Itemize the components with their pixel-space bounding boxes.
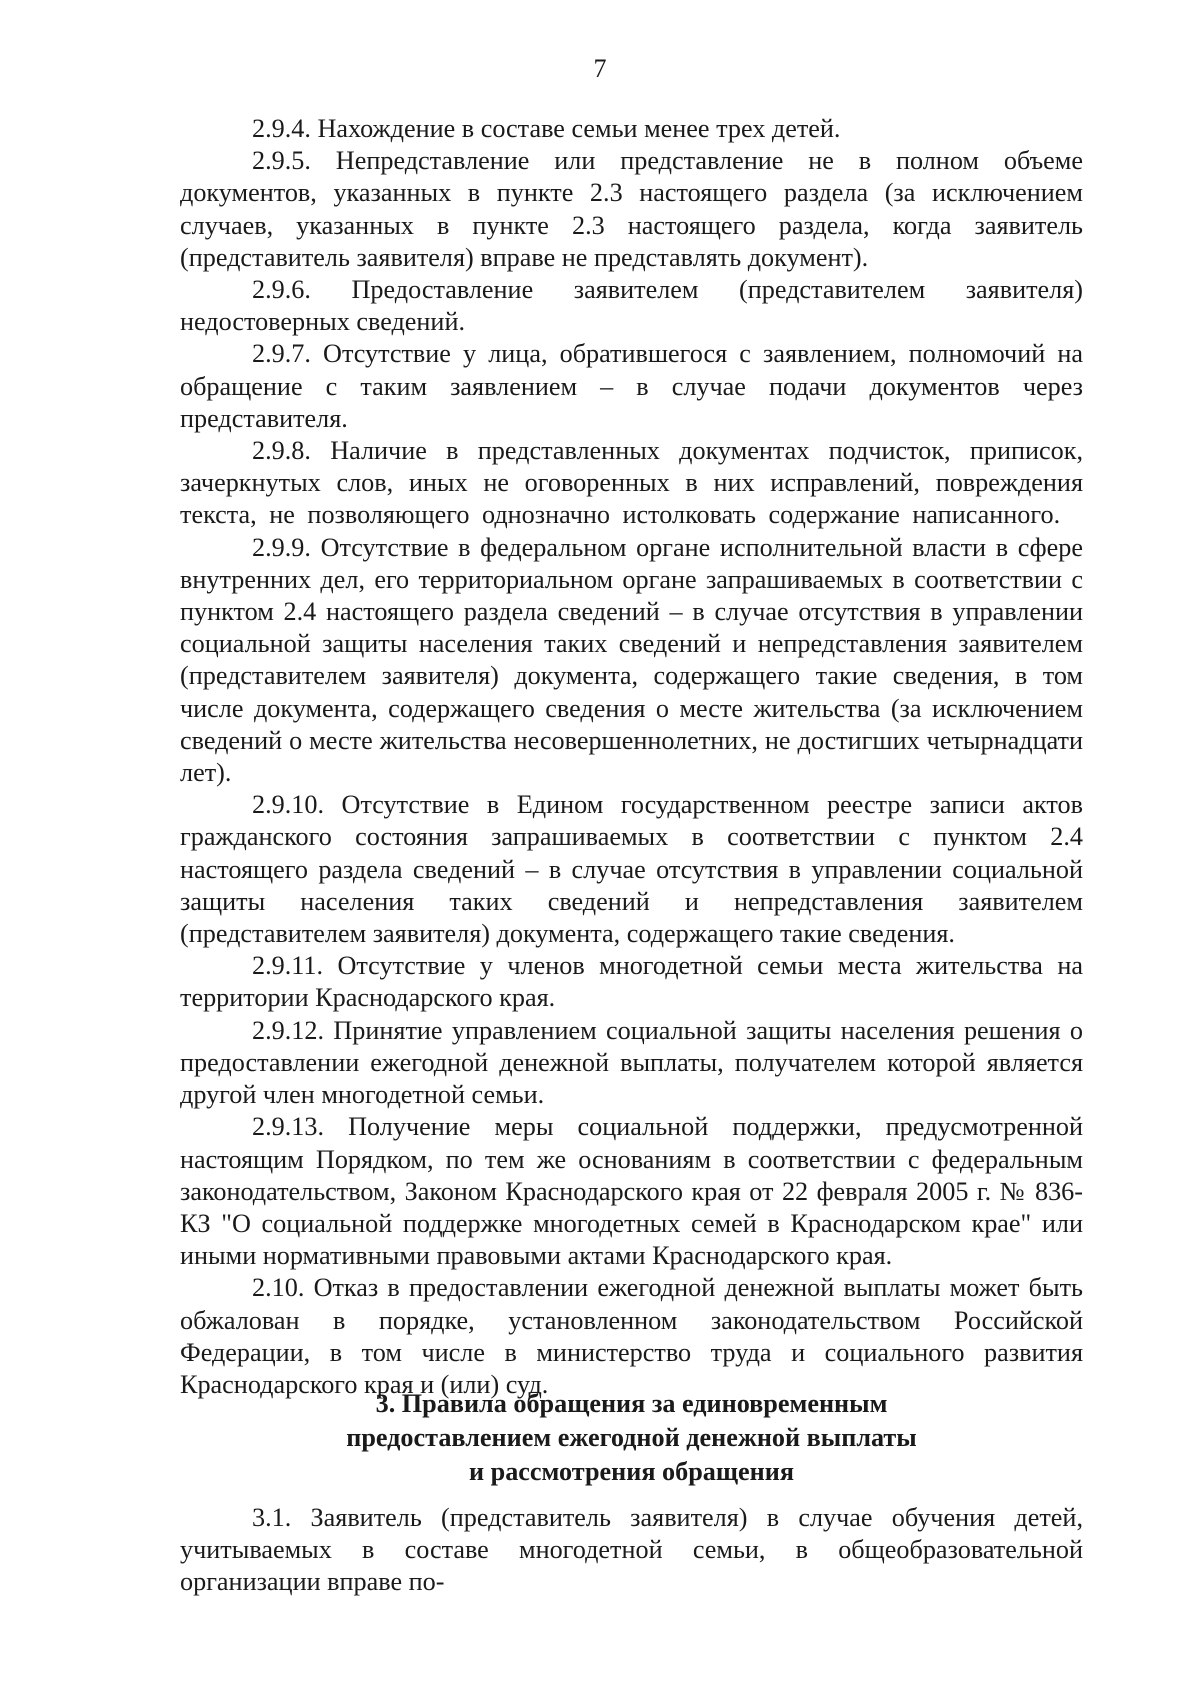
paragraph-2-9-5: 2.9.5. Непредставление или представление не в полном объеме документов, указанных в пункте 2.3 настоящего раздела (за исключением случаев, указанных в пункте 2.3 настоящего раздела, когда заявитель (представитель заявителя) вправе не представлять документ). [180,146,1083,272]
page-number: 7 [593,54,607,83]
section-heading-line: 3. Правила обращения за единовременным [375,1389,888,1418]
section-3-body [180,1502,1083,1599]
section-heading [180,1387,1083,1489]
paragraph-2-9-8: 2.9.8. Наличие в представленных документах подчисток, приписок, зачеркнутых слов, иных не оговоренных в них исправлений, повреждения текста, не позволяющего однозначно истолковать содержание написанного. [180,436,1083,530]
section-heading-line: предоставлением ежегодной денежной выплаты [346,1423,917,1452]
paragraph-2-9-4: 2.9.4. Нахождение в составе семьи менее трех детей. [252,114,841,143]
paragraph-2-9-13: 2.9.13. Получение меры социальной поддержки, предусмотренной настоящим Порядком, по тем же основаниям в соответствии с федеральным законодательством, Законом Краснодарского края от 22 февраля 2005 г. № 836-КЗ "О социальной поддержке многодетных семей в Краснодарском крае" или иными нормативными правовыми актами Краснодарского края. [180,1112,1083,1271]
paragraph-2-10: 2.10. Отказ в предоставлении ежегодной денежной выплаты может быть обжалован в порядке, установленном законодательством Российской Федерации, в том числе в министерство труда и социального развития Краснодарского края и (или) суд. [180,1273,1083,1399]
paragraph-3-1: 3.1. Заявитель (представитель заявителя) в случае обучения детей, учитываемых в составе многодетной семьи, в общеобразовательной организации вправе по- [180,1503,1083,1597]
paragraph-2-9-10: 2.9.10. Отсутствие в Едином государственном реестре записи актов гражданского состояния запрашиваемых в соответствии с пунктом 2.4 настоящего раздела сведений – в случае отсутствия в управлении социальной защиты населения таких сведений и непредставления заявителем (представителем заявителя) документа, содержащего такие сведения. [180,790,1083,949]
paragraph-2-9-11: 2.9.11. Отсутствие у членов многодетной семьи места жительства на территории Краснодарского края. [180,951,1083,1013]
paragraph-2-9-12: 2.9.12. Принятие управлением социальной защиты населения решения о предоставлении ежегодной денежной выплаты, получателем которой является другой член многодетной семьи. [180,1015,1083,1110]
document-body [180,113,1083,1401]
section-heading-line: и рассмотрения обращения [469,1457,794,1486]
paragraph-2-9-7: 2.9.7. Отсутствие у лица, обратившегося с заявлением, полномочий на обращение с таким заявлением – в случае подачи документов через представителя. [180,339,1083,433]
paragraph-2-9-9: 2.9.9. Отсутствие в федеральном органе исполнительной власти в сфере внутренних дел, его территориальном органе запрашиваемых в соответствии с пунктом 2.4 настоящего раздела сведений – в случае отсутствия в управлении социальной защиты населения таких сведений и непредставления заявителем (представителем заявителя) документа, содержащего такие сведения, в том числе документа, содержащего сведения о месте жительства (за исключением сведений о месте жительства несовершеннолетних, не достигших четырнадцати лет). [180,532,1083,788]
paragraph-2-9-6: 2.9.6. Предоставление заявителем (представителем заявителя) недостоверных сведений. [180,275,1083,337]
